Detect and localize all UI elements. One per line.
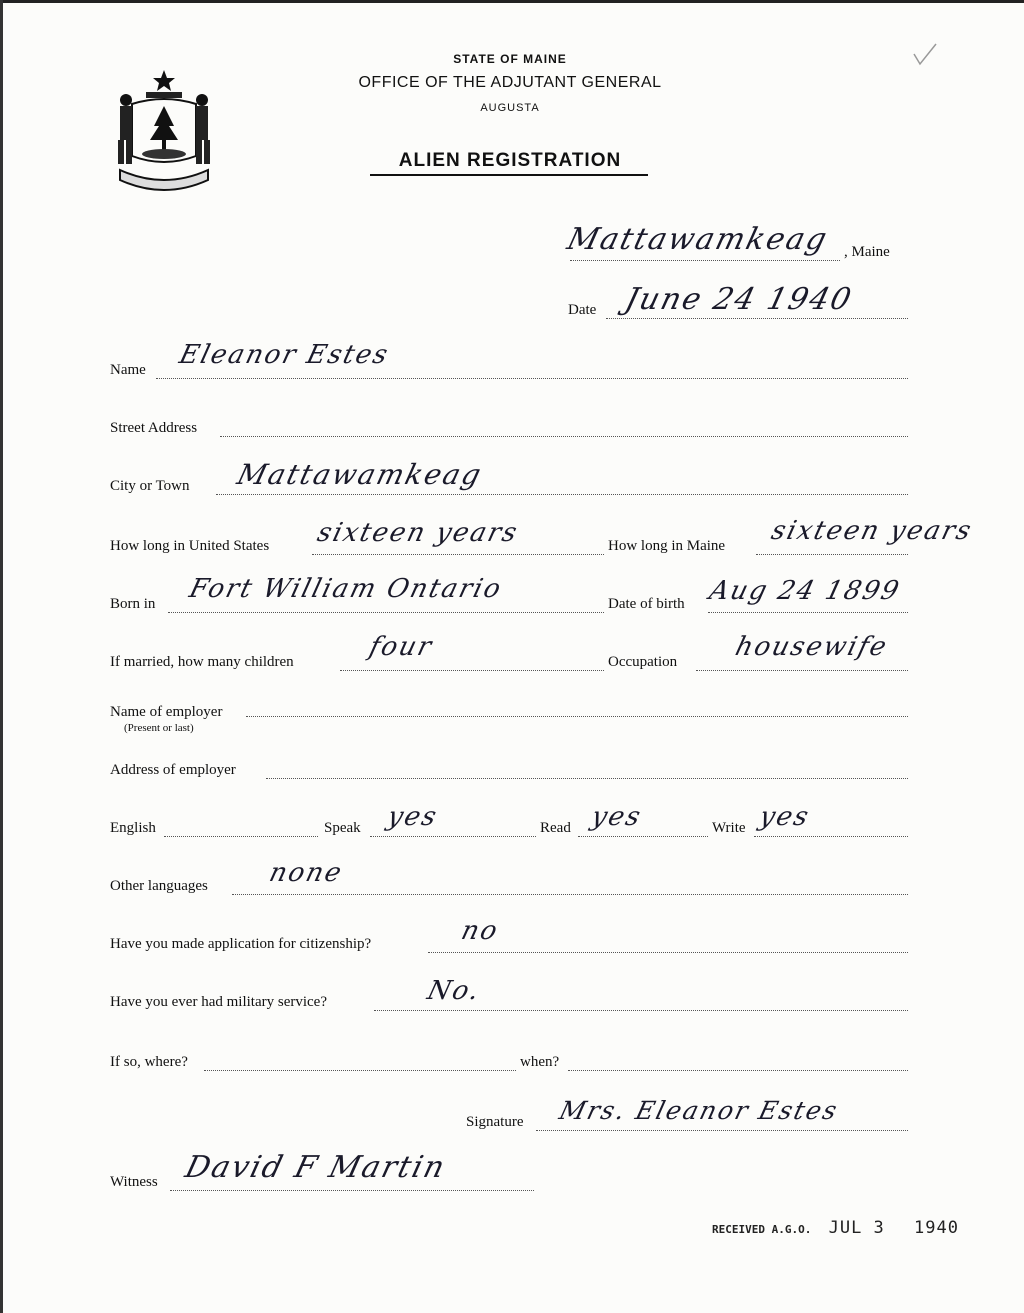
witness-value: David F Martin xyxy=(181,1150,450,1185)
occupation-line xyxy=(696,670,908,671)
city-label: City or Town xyxy=(110,478,190,494)
born-in-label: Born in xyxy=(110,596,156,612)
military-value: No. xyxy=(424,976,484,1006)
checkmark-icon xyxy=(910,40,940,70)
stamp-prefix: RECEIVED A.G.O. xyxy=(712,1223,812,1236)
other-languages-line xyxy=(232,894,908,895)
born-in-line xyxy=(168,612,604,613)
citizenship-value: no xyxy=(458,916,503,946)
stamp-date: JUL 3 xyxy=(828,1218,885,1238)
write-label: Write xyxy=(712,820,746,836)
city-value: Mattawamkeag xyxy=(233,458,487,491)
date-line xyxy=(606,318,908,319)
when-line xyxy=(568,1070,908,1071)
received-stamp xyxy=(712,1218,959,1238)
city-line xyxy=(216,494,908,495)
speak-label: Speak xyxy=(324,820,361,836)
name-value: Eleanor Estes xyxy=(176,340,393,370)
signature-label: Signature xyxy=(466,1114,524,1130)
title-underline xyxy=(370,174,648,176)
name-line xyxy=(156,378,908,379)
military-label: Have you ever had military service? xyxy=(110,994,327,1010)
employer-label: Name of employer xyxy=(110,704,223,720)
witness-label: Witness xyxy=(110,1174,158,1190)
date-of-birth-line xyxy=(708,612,908,613)
witness-line xyxy=(170,1190,534,1191)
maine-state-seal-icon xyxy=(112,68,216,192)
where-line xyxy=(204,1070,516,1071)
employer-address-line xyxy=(266,778,908,779)
citizenship-line xyxy=(428,952,908,953)
english-label: English xyxy=(110,820,156,836)
date-of-birth-label: Date of birth xyxy=(608,596,685,612)
state-heading: STATE OF MAINE xyxy=(453,52,567,66)
employer-sublabel: (Present or last) xyxy=(124,722,194,734)
speak-value: yes xyxy=(384,802,442,832)
location-suffix: , Maine xyxy=(844,244,890,260)
date-label: Date xyxy=(568,302,597,318)
date-value: June 24 1940 xyxy=(621,282,857,317)
city-heading: AUGUSTA xyxy=(480,102,540,114)
street-label: Street Address xyxy=(110,420,198,436)
occupation-label: Occupation xyxy=(608,654,678,670)
signature-value: Mrs. Eleanor Estes xyxy=(556,1096,842,1125)
read-label: Read xyxy=(540,820,571,836)
born-in-value: Fort William Ontario xyxy=(186,574,506,604)
speak-line xyxy=(370,836,536,837)
office-heading: OFFICE OF THE ADJUTANT GENERAL xyxy=(358,74,662,91)
when-label: when? xyxy=(520,1054,560,1070)
street-line xyxy=(220,436,908,437)
how-long-us-line xyxy=(312,554,604,555)
where-label: If so, where? xyxy=(110,1054,188,1070)
children-label: If married, how many children xyxy=(110,654,294,670)
citizenship-label: Have you made application for citizenship? xyxy=(110,936,372,952)
location-line xyxy=(570,260,840,261)
location-town: Mattawamkeag xyxy=(563,222,833,257)
name-label: Name xyxy=(110,362,146,378)
signature-line xyxy=(536,1130,908,1131)
military-line xyxy=(374,1010,908,1011)
date-of-birth-value: Aug 24 1899 xyxy=(706,576,904,606)
form-title: ALIEN REGISTRATION xyxy=(398,150,622,171)
children-value: four xyxy=(366,632,437,662)
read-line xyxy=(578,836,708,837)
write-line xyxy=(754,836,908,837)
employer-line xyxy=(246,716,908,717)
write-value: yes xyxy=(756,802,814,832)
how-long-maine-value: sixteen years xyxy=(768,516,976,546)
employer-address-label: Address of employer xyxy=(110,762,236,778)
left-edge xyxy=(0,0,3,1313)
how-long-maine-line xyxy=(756,554,908,555)
occupation-value: housewife xyxy=(732,632,892,662)
read-value: yes xyxy=(588,802,646,832)
english-line xyxy=(164,836,318,837)
other-languages-value: none xyxy=(266,858,347,888)
how-long-maine-label: How long in Maine xyxy=(608,538,726,554)
other-languages-label: Other languages xyxy=(110,878,208,894)
stamp-year: 1940 xyxy=(914,1218,959,1238)
how-long-us-label: How long in United States xyxy=(110,538,270,554)
top-edge xyxy=(0,0,1024,3)
how-long-us-value: sixteen years xyxy=(314,518,522,548)
children-line xyxy=(340,670,604,671)
